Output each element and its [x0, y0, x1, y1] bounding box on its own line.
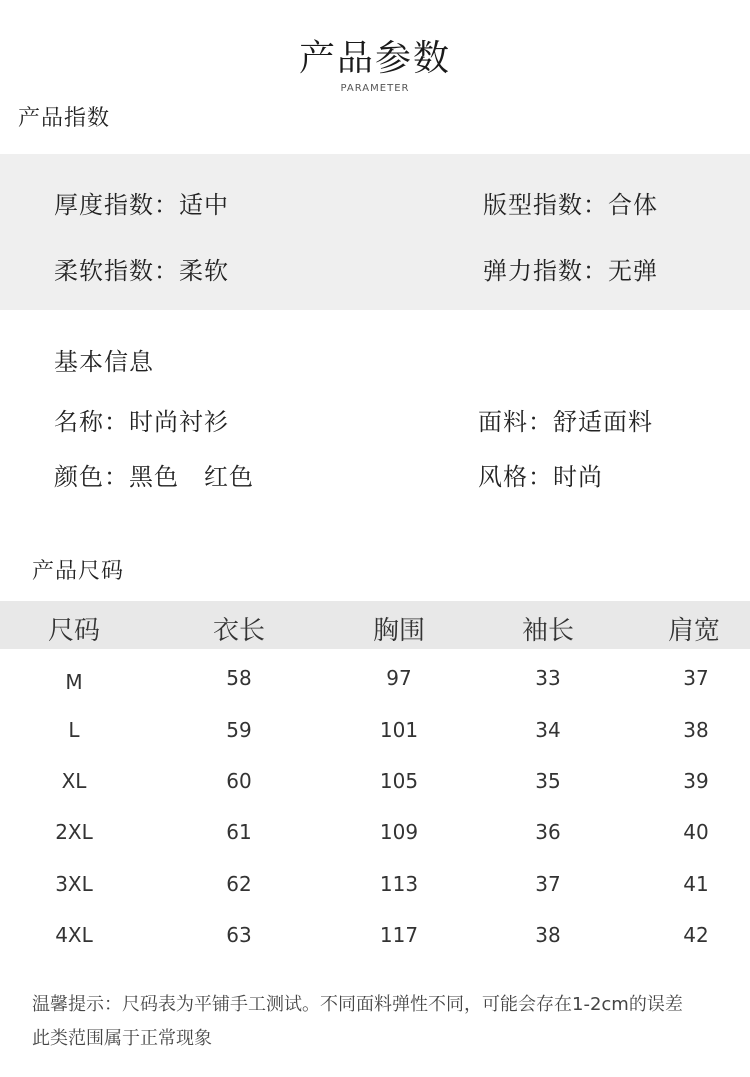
info-item-fabric [478, 402, 653, 437]
info-value: 时尚衬衫 [129, 408, 229, 436]
index-item-softness [54, 251, 229, 286]
table-cell: 2XL [55, 820, 93, 844]
index-label: 版型指数 [483, 191, 583, 219]
info-item-color [54, 457, 254, 492]
info-label: 风格 [478, 463, 528, 491]
info-item-name [54, 402, 229, 437]
table-cell: 37 [683, 666, 709, 690]
table-cell: M [65, 670, 83, 694]
table-cell: 36 [535, 820, 561, 844]
index-label: 弹力指数 [483, 257, 583, 285]
table-cell: 63 [226, 923, 252, 947]
index-value: 柔软 [179, 257, 229, 285]
info-value: 黑色 红色 [129, 463, 254, 491]
table-cell: 35 [535, 769, 561, 793]
column-header-chest: 胸围 [372, 616, 425, 646]
table-cell: 33 [535, 666, 561, 690]
table-cell: 41 [683, 872, 709, 896]
info-value: 时尚 [553, 463, 603, 491]
product-index-label: 产品指数 [18, 106, 111, 131]
table-cell: 3XL [55, 872, 93, 896]
info-separator: ： [104, 408, 129, 436]
table-cell: 105 [379, 769, 419, 793]
info-separator: ： [104, 463, 129, 491]
index-separator: ： [583, 191, 608, 219]
table-cell: 39 [683, 769, 709, 793]
index-separator: ： [583, 257, 608, 285]
info-separator: ： [528, 408, 553, 436]
table-cell: 113 [379, 872, 419, 896]
info-label: 名称 [54, 408, 104, 436]
table-cell: 62 [226, 872, 252, 896]
page-subtitle: PARAMETER [340, 83, 410, 94]
size-chart-label: 产品尺码 [32, 559, 125, 584]
index-item-thickness [54, 185, 229, 220]
product-index-panel [0, 154, 750, 310]
index-value: 合体 [608, 191, 658, 219]
note-line: 此类范围属于正常现象 [32, 1028, 212, 1049]
page-title: 产品参数 [298, 38, 451, 79]
column-header-sleeve: 袖长 [521, 616, 574, 646]
table-cell: XL [61, 769, 87, 793]
table-cell: 37 [535, 872, 561, 896]
info-label: 面料 [478, 408, 528, 436]
info-item-style [478, 457, 603, 492]
index-label: 厚度指数 [54, 191, 154, 219]
info-label: 颜色 [54, 463, 104, 491]
info-separator: ： [528, 463, 553, 491]
table-cell: 4XL [55, 923, 93, 947]
column-header-length: 衣长 [212, 616, 265, 646]
table-cell: 58 [226, 666, 252, 690]
table-cell: 60 [226, 769, 252, 793]
index-item-fit [483, 185, 658, 220]
index-value: 无弹 [608, 257, 658, 285]
size-note [32, 988, 732, 1056]
table-cell: 42 [683, 923, 709, 947]
table-cell: 38 [535, 923, 561, 947]
table-cell: 34 [535, 718, 561, 742]
index-separator: ： [154, 191, 179, 219]
table-cell: 38 [683, 718, 709, 742]
index-value: 适中 [179, 191, 229, 219]
basic-info-title: 基本信息 [54, 348, 154, 376]
info-value: 舒适面料 [553, 408, 653, 436]
note-line: 温馨提示：尺码表为平铺手工测试。不同面料弹性不同，可能会存在1-2cm的误差 [32, 994, 683, 1015]
table-cell: 109 [379, 820, 419, 844]
table-cell: L [68, 718, 80, 742]
table-cell: 117 [379, 923, 419, 947]
table-cell: 97 [386, 666, 412, 690]
column-header-size: 尺码 [47, 616, 100, 646]
index-item-elasticity [483, 251, 658, 286]
index-separator: ： [154, 257, 179, 285]
table-cell: 61 [226, 820, 252, 844]
table-cell: 101 [379, 718, 419, 742]
table-cell: 59 [226, 718, 252, 742]
table-cell: 40 [683, 820, 709, 844]
column-header-shoulder: 肩宽 [667, 616, 720, 646]
index-label: 柔软指数 [54, 257, 154, 285]
size-table-header [0, 601, 750, 649]
